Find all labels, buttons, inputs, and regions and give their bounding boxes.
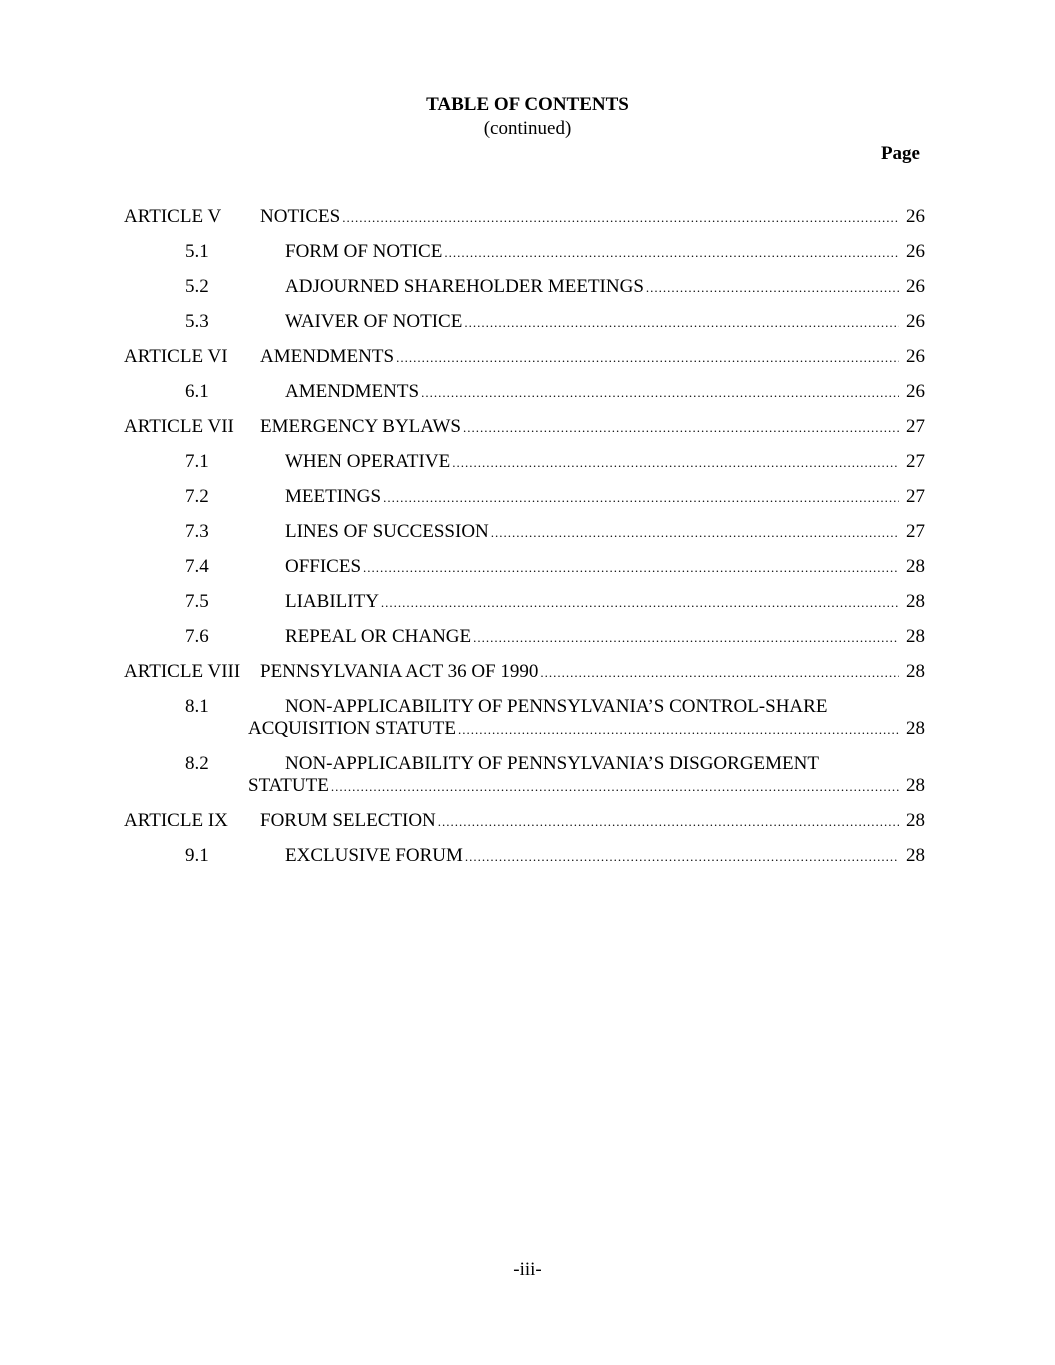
toc-entry-title: REPEAL OR CHANGE [285, 626, 472, 647]
toc-section-number-wrap [124, 486, 285, 508]
toc-section-number-wrap [124, 311, 285, 333]
toc-section-number-wrap [124, 381, 285, 403]
toc-entry-title-continued: STATUTE [248, 775, 329, 796]
dot-leader [491, 521, 899, 544]
dot-leader [363, 556, 899, 579]
toc-section-number: 5.2 [185, 276, 209, 297]
toc-section-entry[interactable] [124, 241, 925, 264]
toc-section-number: 9.1 [185, 845, 209, 866]
dot-leader [473, 626, 899, 649]
toc-article-number: ARTICLE VII [124, 416, 234, 437]
toc-article-entry[interactable] [124, 416, 925, 439]
toc-page-number: 28 [906, 718, 925, 739]
dot-leader [646, 276, 899, 299]
toc-section-entry[interactable] [124, 591, 925, 614]
toc-page-number: 27 [906, 521, 925, 542]
toc-section-number: 5.1 [185, 241, 209, 262]
toc-section-entry[interactable] [124, 276, 925, 299]
toc-section-number: 7.6 [185, 626, 209, 647]
toc-article-number: ARTICLE IX [124, 810, 228, 831]
toc-section-entry[interactable] [124, 311, 925, 334]
toc-section-number: 5.3 [185, 311, 209, 332]
toc-page-number: 28 [906, 626, 925, 647]
dot-leader [383, 486, 899, 509]
toc-section-number-wrap [124, 556, 285, 578]
toc-article-number: ARTICLE V [124, 206, 222, 227]
toc-subtitle: (continued) [483, 118, 572, 139]
toc-section-number-wrap [124, 696, 285, 718]
toc-entry-title: LINES OF SUCCESSION [285, 521, 489, 542]
toc-page-number: 26 [906, 381, 925, 402]
toc-section-number-wrap [124, 276, 285, 298]
toc-page-number: 26 [906, 276, 925, 297]
toc-section-number: 7.4 [185, 556, 209, 577]
toc-entry-title: WAIVER OF NOTICE [285, 311, 463, 332]
toc-page-number: 28 [906, 661, 925, 682]
toc-entry-title: OFFICES [285, 556, 362, 577]
page-number-footer: -iii- [513, 1259, 542, 1280]
toc-article-number: ARTICLE VIII [124, 661, 241, 682]
toc-article-entry[interactable] [124, 661, 925, 684]
dot-leader [452, 451, 899, 474]
toc-entry-title: FORUM SELECTION [260, 810, 436, 831]
dot-leader [438, 810, 899, 833]
toc-page-number: 28 [906, 810, 925, 831]
toc-section-entry[interactable] [124, 696, 925, 741]
toc-page-number: 26 [906, 311, 925, 332]
toc-section-number-wrap [124, 626, 285, 648]
toc-entry-title: MEETINGS [285, 486, 382, 507]
toc-entry-title: FORM OF NOTICE [285, 241, 443, 262]
toc-section-entry[interactable] [124, 486, 925, 509]
toc-article-number: ARTICLE VI [124, 346, 228, 367]
dot-leader [463, 416, 899, 439]
toc-page-number: 28 [906, 591, 925, 612]
dot-leader [444, 241, 899, 264]
toc-section-entry[interactable] [124, 521, 925, 544]
toc-page-number: 26 [906, 206, 925, 227]
toc-section-entry[interactable] [124, 845, 925, 868]
toc-entry-title: NOTICES [260, 206, 341, 227]
toc-page-number: 26 [906, 346, 925, 367]
toc-section-number: 6.1 [185, 381, 209, 402]
dot-leader [381, 591, 899, 614]
dot-leader [331, 775, 899, 798]
toc-page-number: 27 [906, 486, 925, 507]
toc-section-entry[interactable] [124, 451, 925, 474]
toc-article-entry[interactable] [124, 810, 925, 833]
toc-page-number: 26 [906, 241, 925, 262]
dot-leader [396, 346, 899, 369]
toc-section-number: 8.2 [185, 753, 209, 774]
toc-section-entry[interactable] [124, 753, 925, 798]
toc-section-number-wrap [124, 451, 285, 473]
dot-leader [540, 661, 899, 684]
dot-leader [458, 718, 899, 741]
toc-page-number: 28 [906, 775, 925, 796]
toc-section-number-wrap [124, 753, 285, 775]
toc-section-entry[interactable] [124, 381, 925, 404]
toc-entry-title: NON-APPLICABILITY OF PENNSYLVANIA’S CONTROL-SHARE [285, 696, 828, 717]
toc-section-number: 7.5 [185, 591, 209, 612]
toc-section-number: 8.1 [185, 696, 209, 717]
toc-entry-title: NON-APPLICABILITY OF PENNSYLVANIA’S DISGORGEMENT [285, 753, 819, 774]
toc-section-number-wrap [124, 521, 285, 543]
toc-entry-title-continued: ACQUISITION STATUTE [248, 718, 456, 739]
dot-leader [465, 845, 899, 868]
toc-section-entry[interactable] [124, 556, 925, 579]
toc-article-entry[interactable] [124, 346, 925, 369]
toc-page-number: 27 [906, 451, 925, 472]
toc-section-number-wrap [124, 591, 285, 613]
toc-entry-title: EMERGENCY BYLAWS [260, 416, 461, 437]
toc-entry-title: ADJOURNED SHAREHOLDER MEETINGS [285, 276, 644, 297]
dot-leader [421, 381, 899, 404]
page-column-label: Page [880, 143, 920, 164]
toc-article-entry[interactable] [124, 206, 925, 229]
toc-page-number: 28 [906, 845, 925, 866]
toc-entry-title: LIABILITY [285, 591, 379, 612]
toc-title: TABLE OF CONTENTS [426, 94, 629, 115]
toc-section-number: 7.1 [185, 451, 209, 472]
toc-entry-title: WHEN OPERATIVE [285, 451, 451, 472]
toc-section-number-wrap [124, 241, 285, 263]
toc-section-number: 7.2 [185, 486, 209, 507]
toc-section-number-wrap [124, 845, 285, 867]
toc-entry-title: AMENDMENTS [260, 346, 395, 367]
toc-section-number: 7.3 [185, 521, 209, 542]
dot-leader [464, 311, 899, 334]
toc-entry-title: EXCLUSIVE FORUM [285, 845, 463, 866]
toc-section-entry[interactable] [124, 626, 925, 649]
toc-list [124, 206, 925, 880]
toc-entry-title: AMENDMENTS [285, 381, 420, 402]
toc-page-number: 28 [906, 556, 925, 577]
dot-leader [342, 206, 899, 229]
toc-entry-title: PENNSYLVANIA ACT 36 OF 1990 [260, 661, 539, 682]
toc-page-number: 27 [906, 416, 925, 437]
